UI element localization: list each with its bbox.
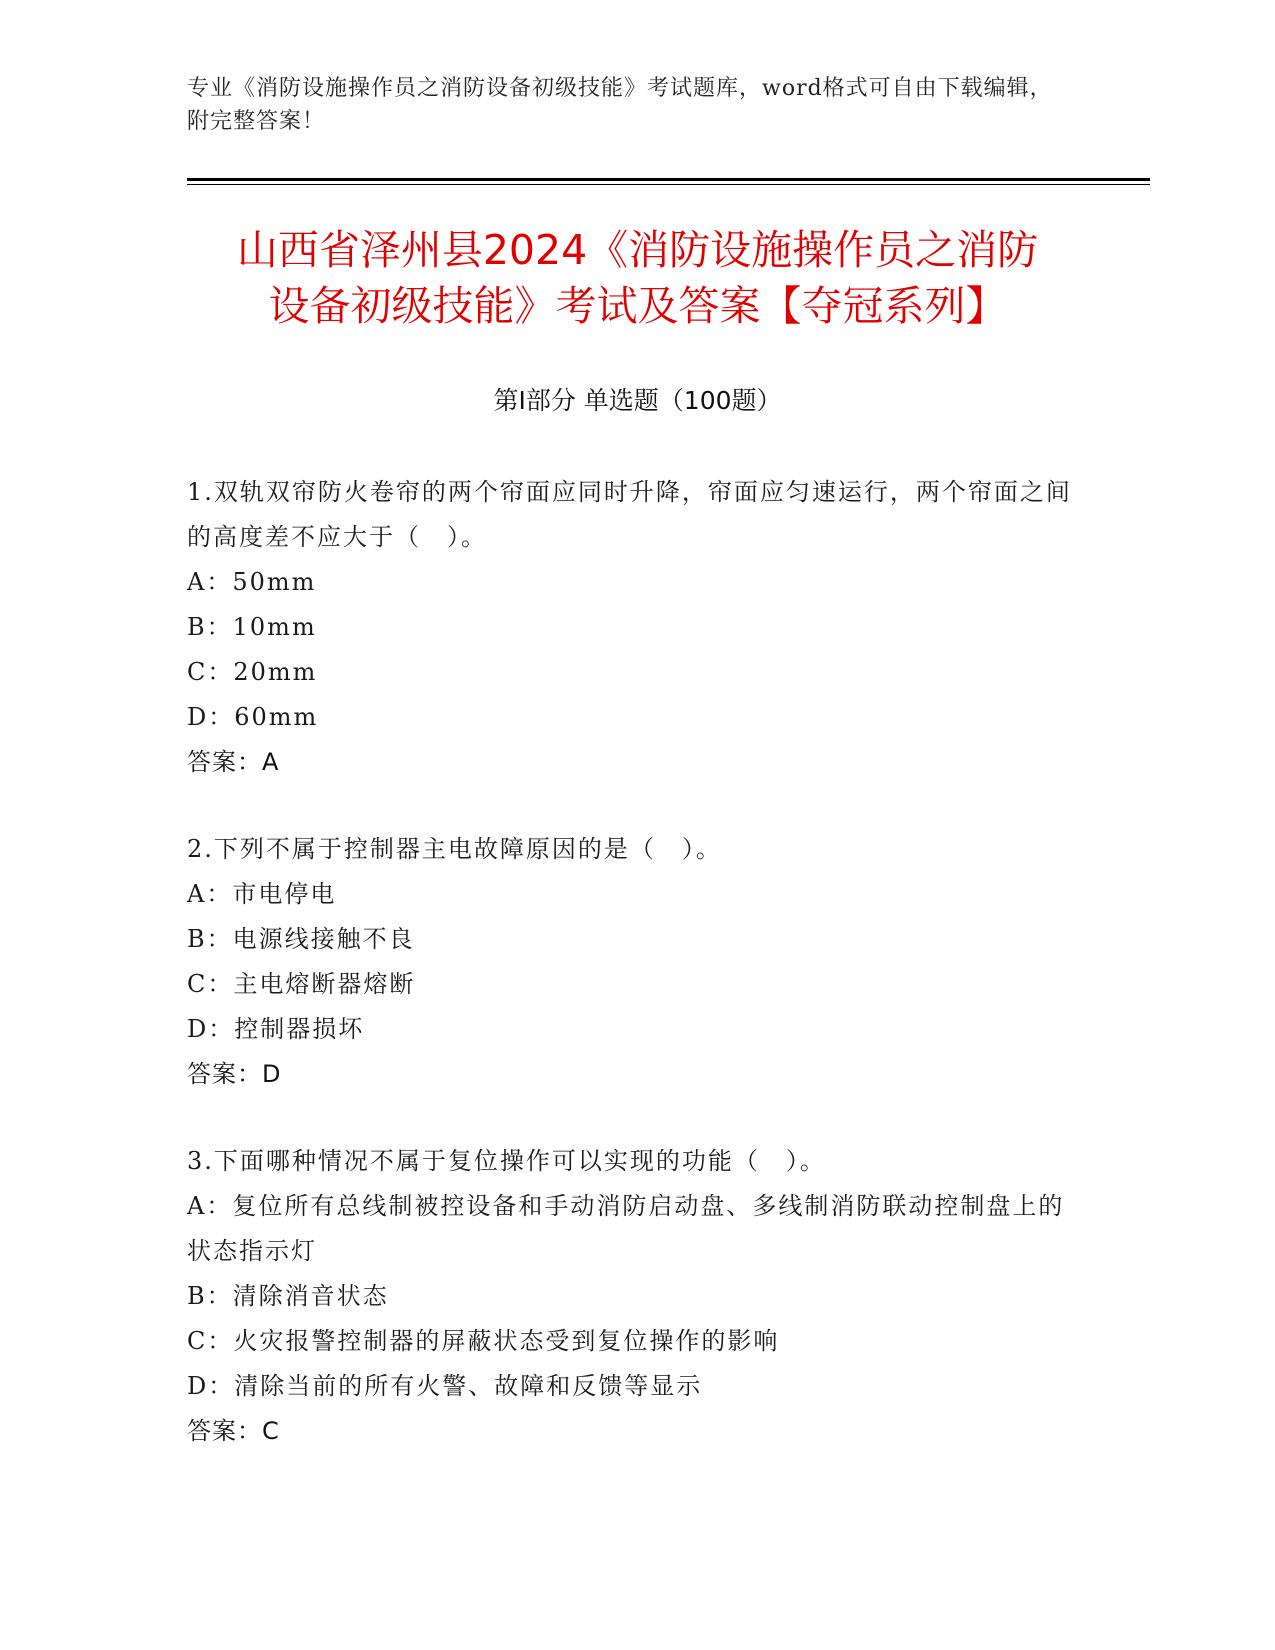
option-text: 复位所有总线制被控设备和手动消防启动盘、多线制消防联动控制盘上的状态指示灯 [187,1192,1065,1265]
option-text: 清除消音状态 [232,1282,389,1310]
option-key: A： [187,880,233,908]
answer-line: 答案：A [187,748,280,776]
document-title-line-2: 设备初级技能》考试及答案【夺冠系列】 [268,282,1007,330]
option-b [187,1274,1077,1319]
option-b [187,917,1077,962]
option-b [187,605,1077,650]
header-divider-thick [187,178,1150,181]
option-text: 火灾报警控制器的屏蔽状态受到复位操作的影响 [233,1327,780,1355]
option-a [187,1184,1077,1274]
document-title [150,222,1125,334]
option-key: B： [187,925,233,953]
document-title-line-1: 山西省泽州县2024《消防设施操作员之消防 [236,226,1039,274]
option-key: C： [187,1327,234,1355]
option-text: 60mm [234,703,319,731]
option-c [187,1319,1077,1364]
question-stem: 3.下面哪种情况不属于复位操作可以实现的功能（ ）。 [187,1147,826,1175]
option-d [187,1007,1077,1052]
option-key: D： [187,1372,235,1400]
question-2 [187,827,1077,1097]
question-1 [187,470,1077,785]
option-text: 20mm [233,658,318,686]
option-text: 电源线接触不良 [232,925,415,953]
section-heading: 第Ⅰ部分 单选题（100题） [493,386,782,415]
question-stem: 2.下列不属于控制器主电故障原因的是（ ）。 [187,835,722,863]
option-d [187,1364,1077,1409]
option-key: C： [187,658,234,686]
option-c [187,962,1077,1007]
header-note: 专业《消防设施操作员之消防设备初级技能》考试题库，word格式可自由下载编辑，附完整答案！ [187,76,1053,134]
option-key: C： [187,970,234,998]
option-text: 控制器损坏 [234,1015,365,1043]
option-text: 市电停电 [232,880,337,908]
answer-line: 答案：D [187,1060,282,1088]
header-divider-thin [187,184,1150,185]
option-a [187,560,1077,605]
option-key: D： [187,703,235,731]
option-a [187,872,1077,917]
option-key: A： [187,1192,233,1220]
option-text: 10mm [232,613,317,641]
option-d [187,695,1077,740]
option-text: 50mm [232,568,317,596]
option-c [187,650,1077,695]
option-key: B： [187,1282,233,1310]
question-stem: 1.双轨双帘防火卷帘的两个帘面应同时升降，帘面应匀速运行，两个帘面之间的高度差不应大于（ ）。 [187,478,1072,551]
question-list [187,470,1077,1496]
option-key: D： [187,1015,235,1043]
option-text: 清除当前的所有火警、故障和反馈等显示 [234,1372,703,1400]
answer-line: 答案：C [187,1417,280,1445]
option-key: A： [187,568,233,596]
option-key: B： [187,613,233,641]
question-3 [187,1139,1077,1454]
option-text: 主电熔断器熔断 [233,970,416,998]
